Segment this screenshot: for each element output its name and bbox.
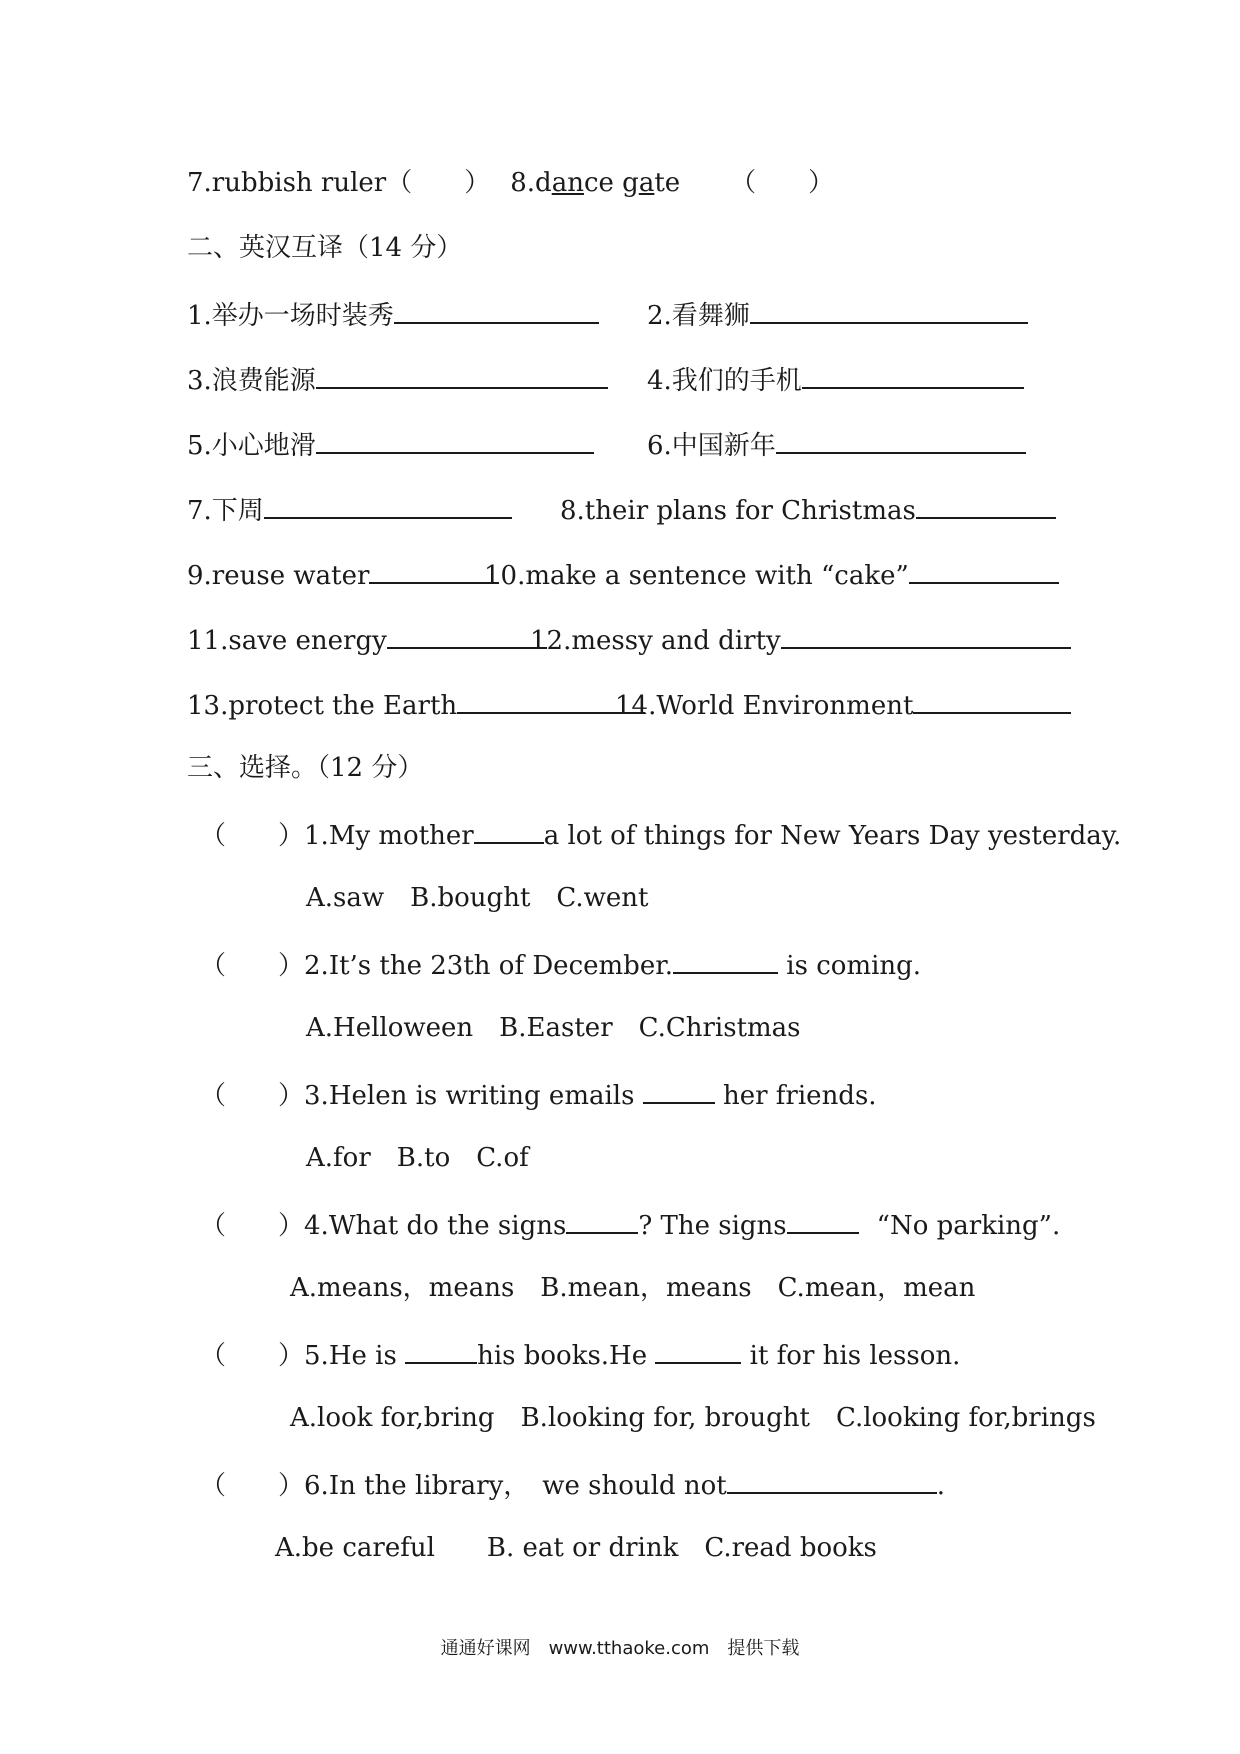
translate-item-14: 14.World Environment — [615, 686, 1071, 723]
translate-item-11: 11.save energy — [187, 621, 547, 658]
answer-paren: （ ） — [200, 951, 305, 981]
question-1: （ ）1.My mother a lot of things for New Years Day yesterday. — [200, 816, 1121, 853]
translate-item-2: 2.看舞狮 — [647, 296, 1028, 333]
part1-item-8: 8.dance gate — [510, 168, 681, 198]
answer-paren: （ ） — [200, 1341, 305, 1371]
question-5-options: A.look for,bring B.looking for, brought C.looking for,brings — [290, 1403, 1096, 1433]
answer-paren: （ ） — [200, 1081, 305, 1111]
question-1-options: A.saw B.bought C.went — [306, 883, 649, 913]
translate-item-6: 6.中国新年 — [647, 426, 1026, 463]
question-2: （ ）2.It’s the 23th of December. is coming. — [200, 946, 921, 983]
translate-item-9: 9.reuse water — [187, 556, 499, 593]
section3-heading: 三、选择。（12 分） — [187, 753, 424, 783]
answer-paren: （ ） — [200, 1471, 305, 1501]
part1-item-8-paren: （ ） — [730, 168, 835, 198]
translate-item-13: 13.protect the Earth — [187, 686, 645, 723]
translate-item-8: 8.their plans for Christmas — [560, 491, 1056, 528]
translate-item-10: 10.make a sentence with “cake” — [484, 556, 1059, 593]
answer-paren: （ ） — [200, 1211, 305, 1241]
question-6: （ ）6.In the library， we should not . — [200, 1466, 945, 1503]
translate-item-5: 5.小心地滑 — [187, 426, 594, 463]
question-3-options: A.for B.to C.of — [306, 1143, 529, 1173]
question-2-options: A.Helloween B.Easter C.Christmas — [306, 1013, 801, 1043]
question-3: （ ）3.Helen is writing emails her friends. — [200, 1076, 877, 1113]
translate-item-3: 3.浪费能源 — [187, 361, 608, 398]
translate-item-1: 1.举办一场时装秀 — [187, 296, 599, 333]
question-6-options: A.be careful B. eat or drink C.read books — [275, 1533, 877, 1563]
part1-row-7-8 — [187, 166, 834, 200]
question-4-options: A.means，means B.mean，means C.mean，mean — [290, 1273, 976, 1303]
question-4: （ ）4.What do the signs ? The signs “No parking”. — [200, 1206, 1060, 1243]
answer-paren: （ ） — [200, 821, 305, 851]
translate-item-4: 4.我们的手机 — [647, 361, 1024, 398]
translate-item-7: 7.下周 — [187, 491, 512, 528]
question-5: （ ）5.He is his books.He it for his lesson. — [200, 1336, 960, 1373]
footer-watermark: 通通好课网 www.tthaoke.com 提供下载 — [440, 1638, 800, 1659]
part1-item-7: 7.rubbish ruler（ ） — [187, 168, 491, 198]
translate-item-12: 12.messy and dirty — [530, 621, 1071, 658]
section2-heading: 二、英汉互译（14 分） — [187, 233, 463, 263]
